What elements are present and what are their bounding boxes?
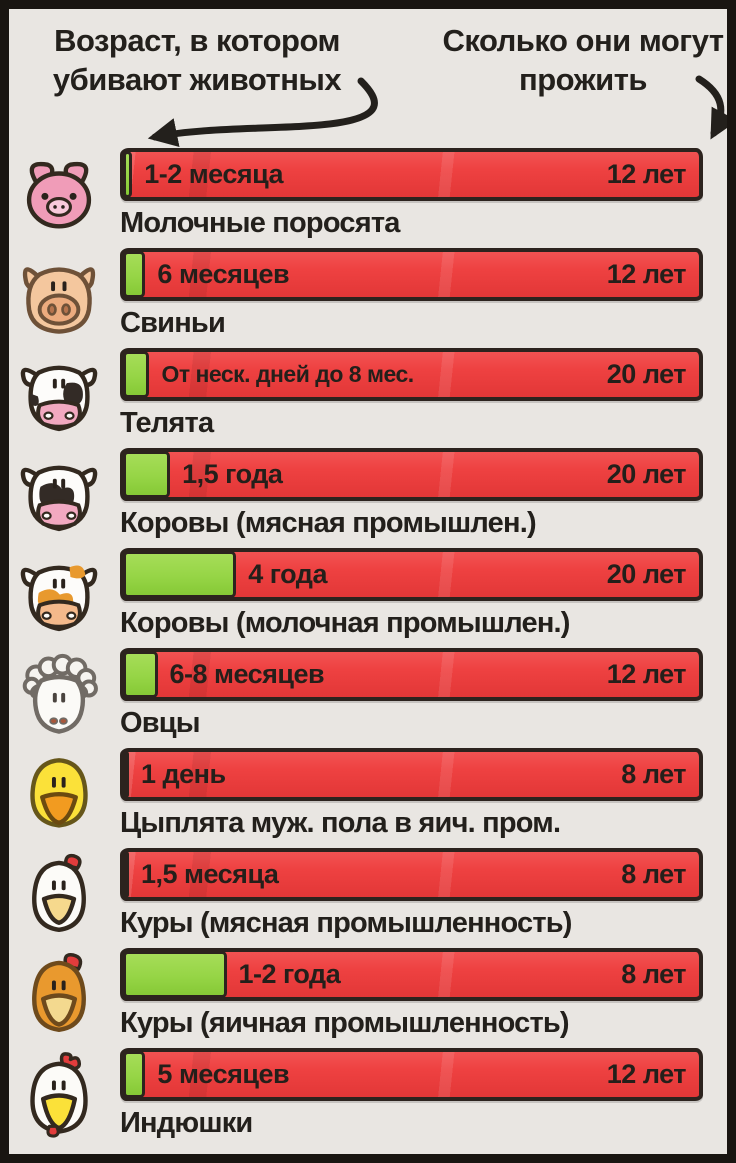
kill-age-segment <box>123 1051 145 1098</box>
hen-orange-icon <box>9 948 108 1048</box>
kill-age-label: 5 месяцев <box>157 1059 290 1089</box>
animal-row <box>9 448 727 548</box>
kill-age-label: 1 день <box>141 759 226 789</box>
lifespan-bar <box>120 648 703 701</box>
sheep-icon <box>9 648 108 748</box>
lifespan-bar <box>120 148 703 201</box>
animal-row <box>9 748 727 848</box>
lifespan-label: 8 лет <box>621 959 686 989</box>
lifespan-label: 8 лет <box>621 759 686 789</box>
animal-name: Телята <box>120 407 214 439</box>
cow-bw-icon <box>9 448 108 548</box>
animal-row <box>9 1048 727 1148</box>
lifespan-label: 12 лет <box>606 659 686 689</box>
lifespan-bar <box>120 248 703 301</box>
animal-row <box>9 248 727 348</box>
animal-row <box>9 648 727 748</box>
kill-age-column-title: Возраст, в котором убивают животных <box>52 23 342 97</box>
lifespan-label: 8 лет <box>621 859 686 889</box>
animal-rows <box>9 148 727 1148</box>
kill-age-label: 1,5 года <box>182 459 283 489</box>
kill-age-segment <box>123 851 129 898</box>
lifespan-bar <box>120 848 703 901</box>
cow-brown-icon <box>9 548 108 648</box>
kill-age-segment <box>123 951 227 998</box>
lifespan-column-title: Сколько они могут прожить <box>442 23 724 97</box>
kill-age-label: 4 года <box>248 559 327 589</box>
kill-age-label: От неск. дней до 8 мес. <box>161 361 414 387</box>
lifespan-bar <box>120 948 703 1001</box>
kill-age-label: 1-2 месяца <box>144 159 284 189</box>
animal-name: Свиньи <box>120 307 225 339</box>
animal-name: Овцы <box>120 707 200 739</box>
animal-row <box>9 148 727 248</box>
animal-row <box>9 548 727 648</box>
kill-age-segment <box>123 251 145 298</box>
hen-white-icon <box>9 848 108 948</box>
lifespan-bar <box>120 348 703 401</box>
kill-age-segment <box>123 651 158 698</box>
lifespan-label: 12 лет <box>606 1059 686 1089</box>
lifespan-label: 20 лет <box>606 359 686 389</box>
animal-row <box>9 348 727 448</box>
kill-age-segment <box>123 751 129 798</box>
piglet-icon <box>9 148 108 248</box>
animal-row <box>9 848 727 948</box>
kill-age-label: 6 месяцев <box>157 259 290 289</box>
lifespan-label: 20 лет <box>606 559 686 589</box>
calf-icon <box>9 348 108 448</box>
animal-name: Коровы (мясная промышлен.) <box>120 507 536 539</box>
animal-name: Куры (яичная промышленность) <box>120 1007 569 1039</box>
kill-age-label: 6-8 месяцев <box>169 659 325 689</box>
lifespan-label: 12 лет <box>606 159 686 189</box>
kill-age-segment <box>123 551 236 598</box>
kill-age-label: 1-2 года <box>238 959 341 989</box>
lifespan-label: 20 лет <box>606 459 686 489</box>
kill-age-segment <box>123 451 170 498</box>
animal-name: Молочные поросята <box>120 207 400 239</box>
animal-row <box>9 948 727 1048</box>
animal-name: Индюшки <box>120 1107 253 1139</box>
animal-name: Цыплята муж. пола в яич. пром. <box>120 807 561 839</box>
lifespan-bar <box>120 748 703 801</box>
pig-icon <box>9 248 108 348</box>
kill-age-label: 1,5 месяца <box>141 859 279 889</box>
lifespan-bar <box>120 548 703 601</box>
kill-age-segment <box>123 151 132 198</box>
lifespan-bar <box>120 1048 703 1101</box>
lifespan-bar <box>120 448 703 501</box>
chick-icon <box>9 748 108 848</box>
turkey-icon <box>9 1048 108 1148</box>
kill-age-segment <box>123 351 149 398</box>
lifespan-label: 12 лет <box>606 259 686 289</box>
animal-name: Куры (мясная промышленность) <box>120 907 572 939</box>
animal-name: Коровы (молочная промышлен.) <box>120 607 570 639</box>
